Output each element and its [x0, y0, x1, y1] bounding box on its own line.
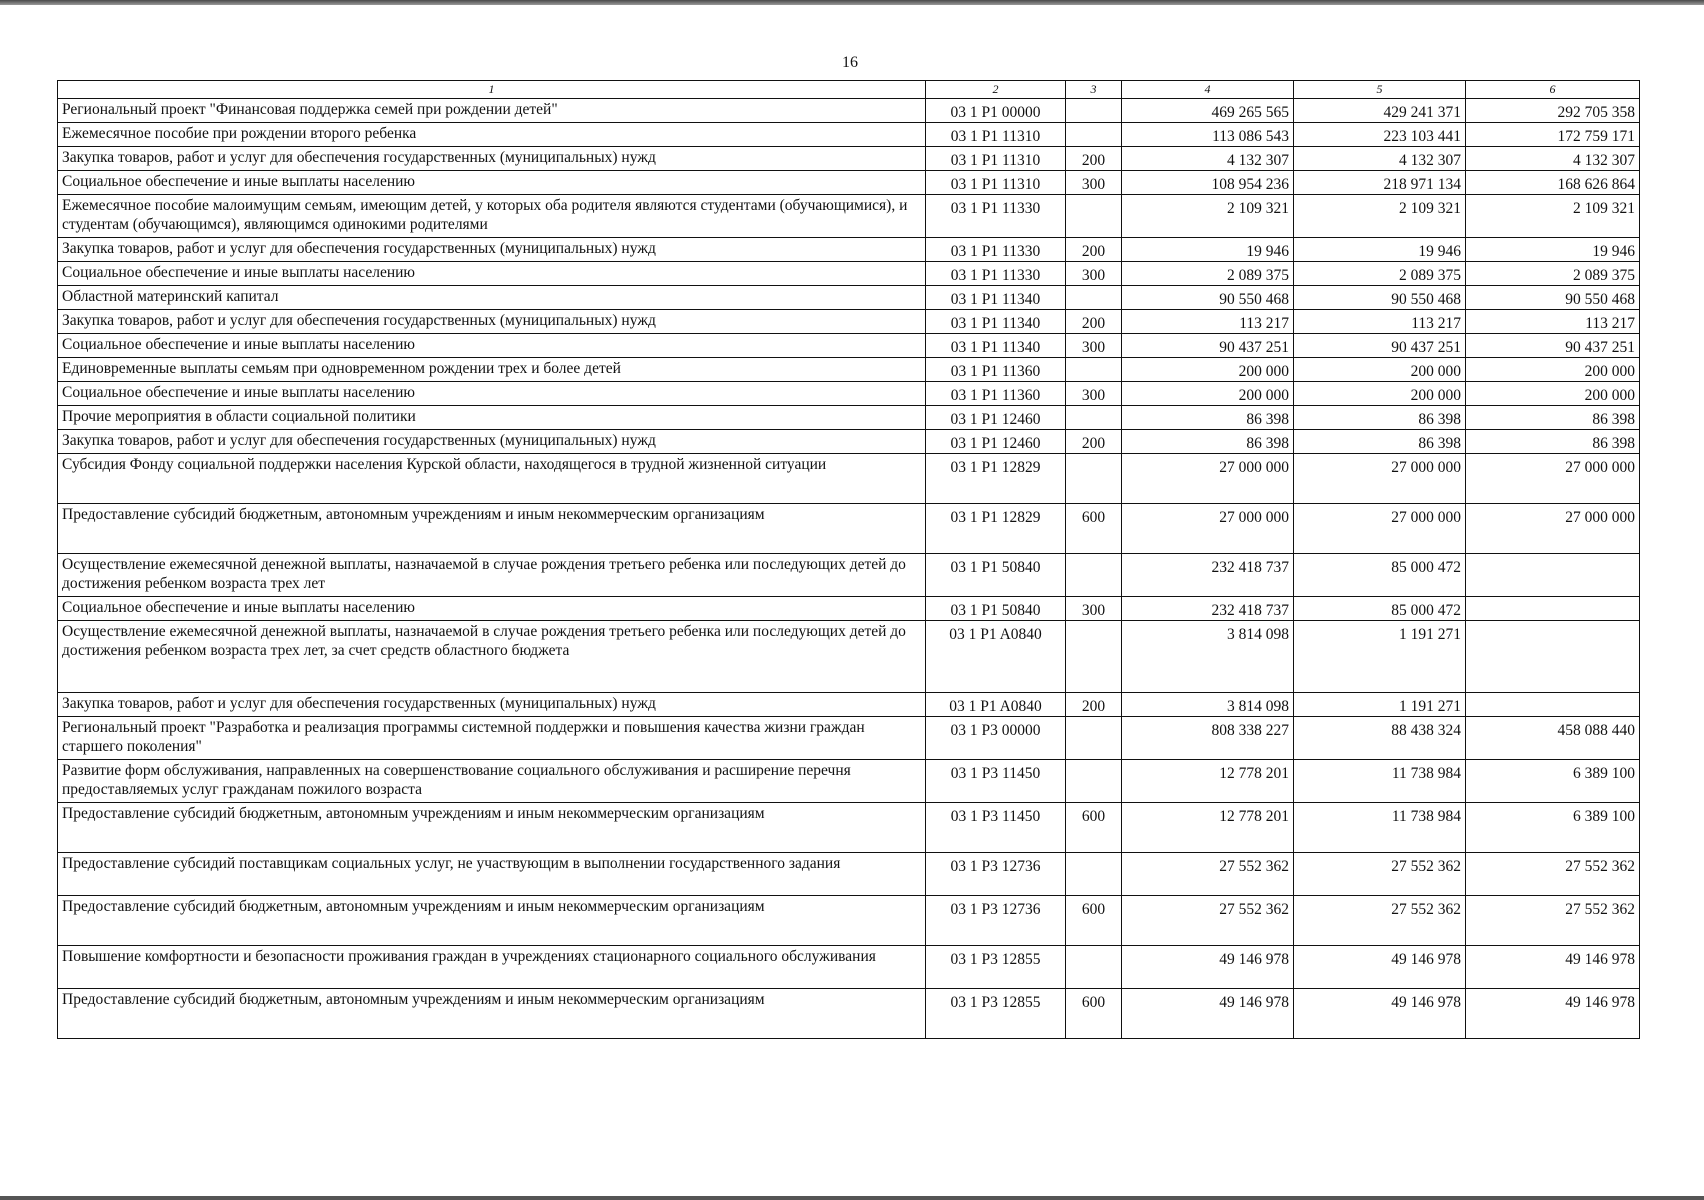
row-name-cell: Закупка товаров, работ и услуг для обеспечения государственных (муниципальных) нужд: [58, 430, 926, 454]
row-amount-col6-cell: 90 550 468: [1466, 286, 1640, 310]
row-amount-col6-cell: 458 088 440: [1466, 717, 1640, 760]
row-code-cell: 03 1 P1 50840: [926, 554, 1066, 597]
row-amount-col6-cell: 6 389 100: [1466, 760, 1640, 803]
row-amount-col6-cell: 90 437 251: [1466, 334, 1640, 358]
row-amount-col6-cell: 27 552 362: [1466, 896, 1640, 946]
table-header: [58, 81, 1640, 99]
table-row: [58, 504, 1640, 554]
row-code-cell: 03 1 P3 11450: [926, 760, 1066, 803]
row-amount-col4-cell: 49 146 978: [1122, 946, 1294, 989]
table-row: [58, 693, 1640, 717]
table-row: [58, 946, 1640, 989]
row-amount-col5-cell: 113 217: [1294, 310, 1466, 334]
row-name-cell: Ежемесячное пособие при рождении второго ребенка: [58, 123, 926, 147]
row-amount-col6-cell: 86 398: [1466, 406, 1640, 430]
row-code-cell: 03 1 P1 12829: [926, 504, 1066, 554]
row-expense-type-cell: 600: [1066, 803, 1122, 853]
row-code-cell: 03 1 P1 12460: [926, 406, 1066, 430]
row-expense-type-cell: 300: [1066, 171, 1122, 195]
row-amount-col4-cell: 108 954 236: [1122, 171, 1294, 195]
row-amount-col6-cell: [1466, 597, 1640, 621]
row-code-cell: 03 1 P3 12736: [926, 896, 1066, 946]
column-header-3: 3: [1066, 81, 1122, 99]
row-amount-col4-cell: 27 552 362: [1122, 896, 1294, 946]
row-expense-type-cell: [1066, 123, 1122, 147]
row-amount-col4-cell: 2 089 375: [1122, 262, 1294, 286]
row-amount-col6-cell: 19 946: [1466, 238, 1640, 262]
row-amount-col4-cell: 200 000: [1122, 382, 1294, 406]
row-amount-col6-cell: [1466, 693, 1640, 717]
column-header-6: 6: [1466, 81, 1640, 99]
table-row: [58, 760, 1640, 803]
row-amount-col6-cell: 168 626 864: [1466, 171, 1640, 195]
row-expense-type-cell: [1066, 286, 1122, 310]
row-amount-col5-cell: 85 000 472: [1294, 554, 1466, 597]
row-amount-col5-cell: 429 241 371: [1294, 99, 1466, 123]
row-amount-col5-cell: 27 552 362: [1294, 896, 1466, 946]
table-row: [58, 430, 1640, 454]
row-expense-type-cell: [1066, 946, 1122, 989]
column-header-1: 1: [58, 81, 926, 99]
row-expense-type-cell: 200: [1066, 310, 1122, 334]
table-row: [58, 310, 1640, 334]
row-expense-type-cell: 600: [1066, 504, 1122, 554]
row-amount-col6-cell: 6 389 100: [1466, 803, 1640, 853]
row-expense-type-cell: [1066, 195, 1122, 238]
row-name-cell: Закупка товаров, работ и услуг для обеспечения государственных (муниципальных) нужд: [58, 147, 926, 171]
row-amount-col5-cell: 85 000 472: [1294, 597, 1466, 621]
row-amount-col4-cell: 12 778 201: [1122, 760, 1294, 803]
row-amount-col4-cell: 113 086 543: [1122, 123, 1294, 147]
row-code-cell: 03 1 P1 11310: [926, 147, 1066, 171]
row-expense-type-cell: [1066, 454, 1122, 504]
row-amount-col4-cell: 232 418 737: [1122, 554, 1294, 597]
row-name-cell: Закупка товаров, работ и услуг для обеспечения государственных (муниципальных) нужд: [58, 693, 926, 717]
row-amount-col5-cell: 27 000 000: [1294, 504, 1466, 554]
table-row: [58, 853, 1640, 896]
table-row: [58, 621, 1640, 693]
table-row: [58, 896, 1640, 946]
table-row: [58, 717, 1640, 760]
table-row: [58, 358, 1640, 382]
row-amount-col5-cell: 1 191 271: [1294, 693, 1466, 717]
table-row: [58, 597, 1640, 621]
row-amount-col6-cell: 2 089 375: [1466, 262, 1640, 286]
row-expense-type-cell: 200: [1066, 430, 1122, 454]
row-code-cell: 03 1 P1 12460: [926, 430, 1066, 454]
row-name-cell: Повышение комфортности и безопасности проживания граждан в учреждениях стационарного социального обслуживания: [58, 946, 926, 989]
row-code-cell: 03 1 P1 11340: [926, 334, 1066, 358]
row-name-cell: Региональный проект "Разработка и реализация программы системной поддержки и повышения качества жизни граждан старшего поколения": [58, 717, 926, 760]
row-amount-col5-cell: 200 000: [1294, 358, 1466, 382]
row-amount-col6-cell: 200 000: [1466, 358, 1640, 382]
row-name-cell: Предоставление субсидий бюджетным, автономным учреждениям и иным некоммерческим организациям: [58, 504, 926, 554]
row-code-cell: 03 1 P1 11310: [926, 171, 1066, 195]
budget-table: [57, 80, 1640, 1039]
scan-top-edge: [0, 0, 1704, 5]
row-expense-type-cell: [1066, 358, 1122, 382]
row-expense-type-cell: [1066, 99, 1122, 123]
table-row: [58, 195, 1640, 238]
row-code-cell: 03 1 P3 12855: [926, 946, 1066, 989]
row-name-cell: Социальное обеспечение и иные выплаты населению: [58, 334, 926, 358]
row-name-cell: Предоставление субсидий бюджетным, автономным учреждениям и иным некоммерческим организациям: [58, 989, 926, 1039]
row-name-cell: Закупка товаров, работ и услуг для обеспечения государственных (муниципальных) нужд: [58, 310, 926, 334]
row-amount-col4-cell: 86 398: [1122, 406, 1294, 430]
row-amount-col6-cell: 200 000: [1466, 382, 1640, 406]
row-code-cell: 03 1 P3 12736: [926, 853, 1066, 896]
row-code-cell: 03 1 P3 12855: [926, 989, 1066, 1039]
table-row: [58, 989, 1640, 1039]
row-amount-col5-cell: 27 552 362: [1294, 853, 1466, 896]
row-name-cell: Региональный проект "Финансовая поддержка семей при рождении детей": [58, 99, 926, 123]
row-expense-type-cell: 200: [1066, 147, 1122, 171]
row-amount-col4-cell: 200 000: [1122, 358, 1294, 382]
row-amount-col4-cell: 90 550 468: [1122, 286, 1294, 310]
row-amount-col5-cell: 27 000 000: [1294, 454, 1466, 504]
row-amount-col4-cell: 27 000 000: [1122, 504, 1294, 554]
row-code-cell: 03 1 P1 11310: [926, 123, 1066, 147]
row-name-cell: Ежемесячное пособие малоимущим семьям, имеющим детей, у которых оба родителя являются студентами (обучающимися), и студентам (обучающимся), являющимся одинокими родителями: [58, 195, 926, 238]
row-amount-col6-cell: 27 000 000: [1466, 454, 1640, 504]
row-amount-col6-cell: 49 146 978: [1466, 989, 1640, 1039]
table-row: [58, 99, 1640, 123]
row-amount-col5-cell: 49 146 978: [1294, 946, 1466, 989]
row-code-cell: 03 1 P1 50840: [926, 597, 1066, 621]
table-row: [58, 382, 1640, 406]
row-amount-col4-cell: 49 146 978: [1122, 989, 1294, 1039]
row-expense-type-cell: 200: [1066, 238, 1122, 262]
row-amount-col6-cell: [1466, 554, 1640, 597]
table-row: [58, 123, 1640, 147]
table-row: [58, 238, 1640, 262]
row-amount-col5-cell: 2 089 375: [1294, 262, 1466, 286]
row-amount-col5-cell: 11 738 984: [1294, 760, 1466, 803]
row-expense-type-cell: 600: [1066, 896, 1122, 946]
row-expense-type-cell: 200: [1066, 693, 1122, 717]
row-expense-type-cell: 600: [1066, 989, 1122, 1039]
column-header-4: 4: [1122, 81, 1294, 99]
row-amount-col5-cell: 86 398: [1294, 430, 1466, 454]
row-amount-col4-cell: 232 418 737: [1122, 597, 1294, 621]
row-amount-col4-cell: 113 217: [1122, 310, 1294, 334]
row-amount-col4-cell: 27 000 000: [1122, 454, 1294, 504]
row-amount-col6-cell: 292 705 358: [1466, 99, 1640, 123]
row-expense-type-cell: [1066, 853, 1122, 896]
row-name-cell: Социальное обеспечение и иные выплаты населению: [58, 597, 926, 621]
row-name-cell: Осуществление ежемесячной денежной выплаты, назначаемой в случае рождения третьего ребенка или последующих детей до достижения ребенком возраста трех лет: [58, 554, 926, 597]
row-expense-type-cell: 300: [1066, 262, 1122, 286]
row-amount-col4-cell: 3 814 098: [1122, 621, 1294, 693]
row-code-cell: 03 1 P1 11340: [926, 286, 1066, 310]
row-code-cell: 03 1 P1 A0840: [926, 621, 1066, 693]
row-name-cell: Предоставление субсидий бюджетным, автономным учреждениям и иным некоммерческим организациям: [58, 803, 926, 853]
row-amount-col5-cell: 1 191 271: [1294, 621, 1466, 693]
row-amount-col4-cell: 86 398: [1122, 430, 1294, 454]
row-expense-type-cell: [1066, 554, 1122, 597]
row-name-cell: Социальное обеспечение и иные выплаты населению: [58, 171, 926, 195]
row-name-cell: Единовременные выплаты семьям при одновременном рождении трех и более детей: [58, 358, 926, 382]
row-amount-col6-cell: 27 000 000: [1466, 504, 1640, 554]
row-expense-type-cell: 300: [1066, 334, 1122, 358]
table-row: [58, 262, 1640, 286]
table-body: [58, 99, 1640, 1039]
row-amount-col4-cell: 27 552 362: [1122, 853, 1294, 896]
table-row: [58, 171, 1640, 195]
row-amount-col6-cell: 86 398: [1466, 430, 1640, 454]
row-amount-col6-cell: 27 552 362: [1466, 853, 1640, 896]
row-name-cell: Субсидия Фонду социальной поддержки населения Курской области, находящегося в трудной жизненной ситуации: [58, 454, 926, 504]
row-code-cell: 03 1 P1 11360: [926, 358, 1066, 382]
row-code-cell: 03 1 P1 12829: [926, 454, 1066, 504]
row-amount-col5-cell: 200 000: [1294, 382, 1466, 406]
row-name-cell: Социальное обеспечение и иные выплаты населению: [58, 382, 926, 406]
row-amount-col5-cell: 218 971 134: [1294, 171, 1466, 195]
row-expense-type-cell: [1066, 621, 1122, 693]
row-name-cell: Закупка товаров, работ и услуг для обеспечения государственных (муниципальных) нужд: [58, 238, 926, 262]
row-amount-col5-cell: 19 946: [1294, 238, 1466, 262]
row-amount-col5-cell: 4 132 307: [1294, 147, 1466, 171]
row-amount-col4-cell: 12 778 201: [1122, 803, 1294, 853]
row-code-cell: 03 1 P1 00000: [926, 99, 1066, 123]
row-code-cell: 03 1 P1 11360: [926, 382, 1066, 406]
row-amount-col5-cell: 2 109 321: [1294, 195, 1466, 238]
header-row: [58, 81, 1640, 99]
row-expense-type-cell: [1066, 717, 1122, 760]
row-name-cell: Развитие форм обслуживания, направленных на совершенствование социального обслуживания и расширение перечня предоставляемых услуг гражданам пожилого возраста: [58, 760, 926, 803]
row-amount-col6-cell: 2 109 321: [1466, 195, 1640, 238]
row-amount-col5-cell: 49 146 978: [1294, 989, 1466, 1039]
row-amount-col4-cell: 808 338 227: [1122, 717, 1294, 760]
row-amount-col5-cell: 11 738 984: [1294, 803, 1466, 853]
row-expense-type-cell: [1066, 760, 1122, 803]
row-expense-type-cell: [1066, 406, 1122, 430]
table-row: [58, 454, 1640, 504]
row-amount-col4-cell: 2 109 321: [1122, 195, 1294, 238]
row-amount-col6-cell: 49 146 978: [1466, 946, 1640, 989]
row-name-cell: Предоставление субсидий бюджетным, автономным учреждениям и иным некоммерческим организациям: [58, 896, 926, 946]
row-amount-col5-cell: 223 103 441: [1294, 123, 1466, 147]
row-expense-type-cell: 300: [1066, 382, 1122, 406]
row-amount-col5-cell: 90 550 468: [1294, 286, 1466, 310]
row-code-cell: 03 1 P3 00000: [926, 717, 1066, 760]
table-row: [58, 406, 1640, 430]
row-amount-col4-cell: 3 814 098: [1122, 693, 1294, 717]
row-expense-type-cell: 300: [1066, 597, 1122, 621]
row-amount-col5-cell: 90 437 251: [1294, 334, 1466, 358]
row-amount-col5-cell: 86 398: [1294, 406, 1466, 430]
page-number: 16: [842, 54, 858, 71]
row-amount-col4-cell: 4 132 307: [1122, 147, 1294, 171]
row-amount-col5-cell: 88 438 324: [1294, 717, 1466, 760]
table-row: [58, 803, 1640, 853]
column-header-2: 2: [926, 81, 1066, 99]
table-row: [58, 147, 1640, 171]
row-code-cell: 03 1 P3 11450: [926, 803, 1066, 853]
row-name-cell: Прочие мероприятия в области социальной политики: [58, 406, 926, 430]
table-row: [58, 286, 1640, 310]
row-amount-col4-cell: 469 265 565: [1122, 99, 1294, 123]
row-name-cell: Областной материнский капитал: [58, 286, 926, 310]
row-name-cell: Социальное обеспечение и иные выплаты населению: [58, 262, 926, 286]
column-header-5: 5: [1294, 81, 1466, 99]
row-amount-col6-cell: 4 132 307: [1466, 147, 1640, 171]
row-code-cell: 03 1 P1 11330: [926, 238, 1066, 262]
row-name-cell: Осуществление ежемесячной денежной выплаты, назначаемой в случае рождения третьего ребенка или последующих детей до достижения ребенком возраста трех лет, за счет средств областного бюджета: [58, 621, 926, 693]
row-code-cell: 03 1 P1 A0840: [926, 693, 1066, 717]
row-code-cell: 03 1 P1 11340: [926, 310, 1066, 334]
row-amount-col4-cell: 90 437 251: [1122, 334, 1294, 358]
row-code-cell: 03 1 P1 11330: [926, 262, 1066, 286]
row-amount-col6-cell: 113 217: [1466, 310, 1640, 334]
row-amount-col4-cell: 19 946: [1122, 238, 1294, 262]
row-amount-col6-cell: [1466, 621, 1640, 693]
row-name-cell: Предоставление субсидий поставщикам социальных услуг, не участвующим в выполнении государственного задания: [58, 853, 926, 896]
table-row: [58, 334, 1640, 358]
row-code-cell: 03 1 P1 11330: [926, 195, 1066, 238]
scan-bottom-edge: [0, 1196, 1704, 1200]
row-amount-col6-cell: 172 759 171: [1466, 123, 1640, 147]
table-row: [58, 554, 1640, 597]
